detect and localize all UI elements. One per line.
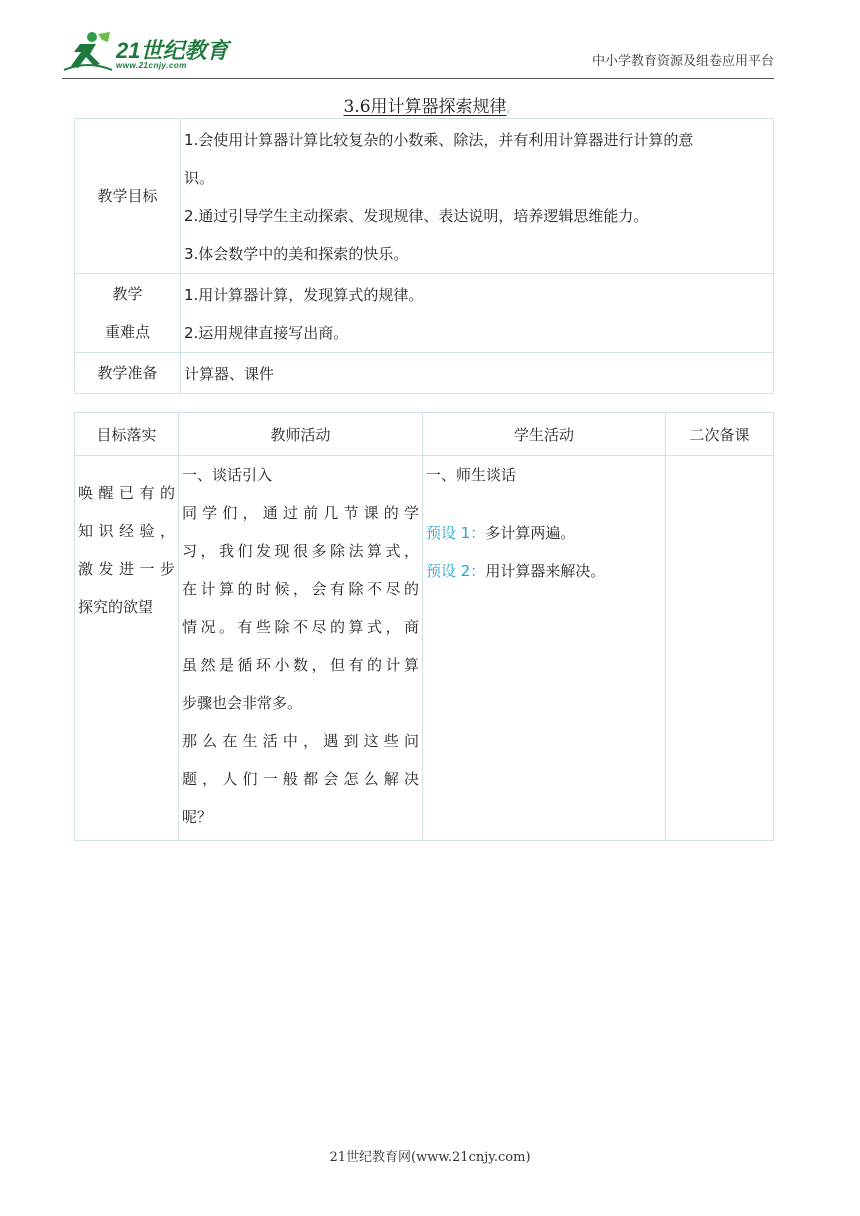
teacher-line: 那么在生活中，遇到这些问	[182, 732, 419, 750]
key-points-row	[75, 274, 774, 353]
preset-label: 预设 2：	[426, 562, 486, 580]
key-points-label	[75, 274, 181, 353]
teacher-line: 习，我们发现很多除法算式，	[182, 542, 419, 560]
goal-line: 2.通过引导学生主动探索、发现规律、表达说明，培养逻辑思维能力。	[184, 207, 649, 225]
prep-row	[75, 353, 774, 394]
teacher-cell	[179, 456, 423, 841]
document-title	[0, 92, 860, 117]
goal-line: 1.会使用计算器计算比较复杂的小数乘、除法，并有利用计算器进行计算的意	[184, 131, 694, 149]
title-text: 3.6用计算器探索规律	[343, 97, 507, 117]
key-points-cell	[181, 274, 774, 353]
runner-logo-icon	[62, 30, 114, 72]
key-point: 2.运用规律直接写出商。	[184, 324, 349, 342]
preset-line	[426, 552, 662, 590]
activity-header-row	[75, 413, 774, 456]
header-student: 学生活动	[423, 413, 666, 456]
teacher-line: 步骤也会非常多。	[182, 694, 303, 712]
activity-table	[74, 412, 774, 841]
prep-label: 教学准备	[75, 353, 181, 394]
student-cell	[423, 456, 666, 841]
info-table	[74, 118, 774, 394]
header-teacher: 教师活动	[179, 413, 423, 456]
key-label-line: 教学	[112, 285, 143, 303]
teacher-line: 情况。有些除不尽的算式，商	[182, 618, 419, 636]
title-mark: 。	[506, 104, 517, 115]
preset-text: 用计算器来解决。	[485, 562, 606, 580]
goals-cell	[181, 119, 774, 274]
page-header	[62, 28, 774, 79]
goal-text-line: 知识经验，	[78, 522, 175, 540]
key-point: 1.用计算器计算，发现算式的规律。	[184, 286, 424, 304]
revision-cell	[666, 456, 774, 841]
logo	[62, 28, 232, 74]
goal-line: 3.体会数学中的美和探索的快乐。	[184, 245, 409, 263]
activity-row	[75, 456, 774, 841]
teacher-line: 虽然是循环小数，但有的计算	[182, 656, 419, 674]
header-goal: 目标落实	[75, 413, 179, 456]
header-revision: 二次备课	[666, 413, 774, 456]
teacher-line: 题，人们一般都会怎么解决	[182, 770, 419, 788]
preset-label: 预设 1：	[426, 524, 486, 542]
teacher-line: 在计算的时候，会有除不尽的	[182, 580, 419, 598]
preset-line	[426, 514, 662, 552]
goal-text-line: 激发进一步	[78, 560, 175, 578]
teacher-line: 呢？	[182, 808, 213, 826]
logo-url: www.21cnjy.com	[116, 61, 187, 70]
teacher-line: 同学们，通过前几节课的学	[182, 504, 419, 522]
prep-cell	[181, 353, 774, 394]
goals-row	[75, 119, 774, 274]
goal-cell	[75, 456, 179, 841]
preset-text: 多计算两遍。	[485, 524, 576, 542]
teacher-heading: 一、谈话引入	[182, 466, 273, 484]
page-footer: 21世纪教育网(www.21cnjy.com)	[329, 1150, 531, 1165]
key-label-line: 重难点	[104, 323, 150, 341]
prep-text: 计算器、课件	[184, 365, 275, 383]
logo-text: 21世纪教育	[116, 38, 229, 63]
goal-line: 识。	[184, 169, 215, 187]
goals-label: 教学目标	[75, 119, 181, 274]
goal-text-line: 唤醒已有的	[78, 484, 175, 502]
student-heading: 一、师生谈话	[426, 466, 517, 484]
platform-name: 中小学教育资源及组卷应用平台	[591, 54, 774, 69]
goal-text-line: 探究的欲望	[78, 598, 154, 616]
